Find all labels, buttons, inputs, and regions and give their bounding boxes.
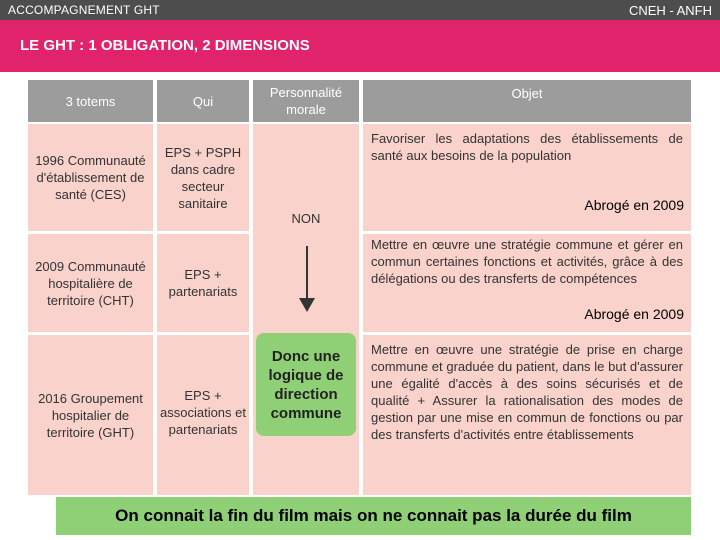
personnalite-column — [253, 124, 359, 495]
totem-ces: 1996 Communauté d'établissement de santé (CES) — [28, 124, 153, 231]
status-badge-ces: Abrogé en 2009 — [556, 194, 684, 216]
direction-commune-bubble: Donc une logique de direction commune — [256, 333, 356, 436]
objet-cht-text: Mettre en œuvre une stratégie commune et gérer en commun certaines fonctions et activités, grâce à des délégations ou des transferts de compétences — [371, 237, 683, 286]
status-badge-cht: Abrogé en 2009 — [556, 303, 684, 325]
page-title: LE GHT : 1 OBLIGATION, 2 DIMENSIONS — [20, 37, 310, 54]
header-right-label: CNEH - ANFH — [628, 3, 712, 18]
header-left-label: ACCOMPAGNEMENT GHT — [8, 3, 160, 17]
qui-ght: EPS + associations et partenariats — [157, 335, 249, 495]
column-header-totems: 3 totems — [28, 80, 153, 122]
column-header-objet: Objet — [363, 80, 691, 122]
qui-ces: EPS + PSPH dans cadre secteur sanitaire — [157, 124, 249, 231]
column-header-personnalite: Personnalité morale — [253, 80, 359, 122]
totem-cht: 2009 Communauté hospitalière de territoire (CHT) — [28, 234, 153, 332]
title-bar — [0, 20, 720, 72]
footer-banner: On connait la fin du film mais on ne connait pas la durée du film — [56, 497, 691, 535]
qui-cht: EPS + partenariats — [157, 234, 249, 332]
objet-ces-text: Favoriser les adaptations des établissements de santé aux besoins de la population — [371, 131, 683, 163]
column-header-qui: Qui — [157, 80, 249, 122]
objet-ght — [363, 335, 691, 495]
totem-ght: 2016 Groupement hospitalier de territoire (GHT) — [28, 335, 153, 495]
down-arrow-icon — [297, 244, 317, 314]
personnalite-non: NON — [291, 211, 321, 226]
objet-ght-text: Mettre en œuvre une stratégie de prise en charge commune et graduée du patient, dans le but d'assurer une égalité d'accès à des soins sécurisés et de qualité + Assurer la rationalisation des modes de gestion par une mise en commun de fonctions ou par des transferts d'activités entre établissements — [371, 342, 683, 442]
top-bar — [0, 0, 720, 20]
